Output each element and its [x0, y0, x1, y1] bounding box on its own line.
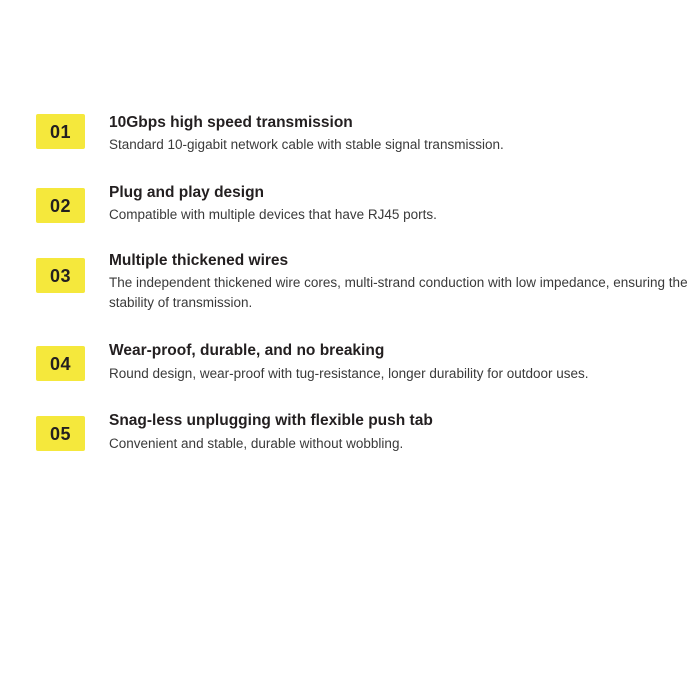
feature-text	[76, 182, 700, 225]
feature-item	[0, 250, 700, 313]
feature-number-badge: 03	[36, 258, 85, 293]
feature-number-badge: 01	[36, 114, 85, 149]
feature-description: Round design, wear-proof with tug-resistance, longer durability for outdoor uses.	[109, 365, 589, 381]
feature-description: Compatible with multiple devices that have RJ45 ports.	[109, 207, 437, 223]
feature-badge-container	[0, 340, 76, 381]
feature-title: Wear-proof, durable, and no breaking	[109, 342, 385, 360]
feature-item	[0, 182, 700, 225]
feature-text	[76, 112, 700, 155]
feature-title: 10Gbps high speed transmission	[109, 114, 353, 131]
feature-item	[0, 112, 700, 155]
feature-number-badge: 05	[36, 416, 85, 451]
feature-description: Standard 10-gigabit network cable with stable signal transmission.	[109, 137, 504, 153]
feature-badge-container	[0, 182, 76, 223]
feature-list	[0, 112, 700, 453]
feature-title: Snag-less unplugging with flexible push tab	[109, 412, 433, 430]
feature-item	[0, 340, 700, 383]
feature-description: The independent thickened wire cores, multi-strand conduction with low impedance, ensuring the stability of transmission.	[109, 275, 688, 310]
feature-item	[0, 410, 700, 453]
feature-badge-container	[0, 410, 76, 451]
feature-badge-container	[0, 112, 76, 149]
feature-title: Plug and play design	[109, 183, 265, 201]
feature-number-badge: 02	[36, 188, 85, 223]
feature-text	[76, 410, 700, 453]
feature-text	[76, 250, 700, 313]
feature-title: Multiple thickened wires	[109, 251, 289, 269]
feature-description: Convenient and stable, durable without wobbling.	[109, 435, 404, 451]
feature-badge-container	[0, 250, 76, 293]
feature-number-badge: 04	[36, 346, 85, 381]
feature-text	[76, 340, 700, 383]
